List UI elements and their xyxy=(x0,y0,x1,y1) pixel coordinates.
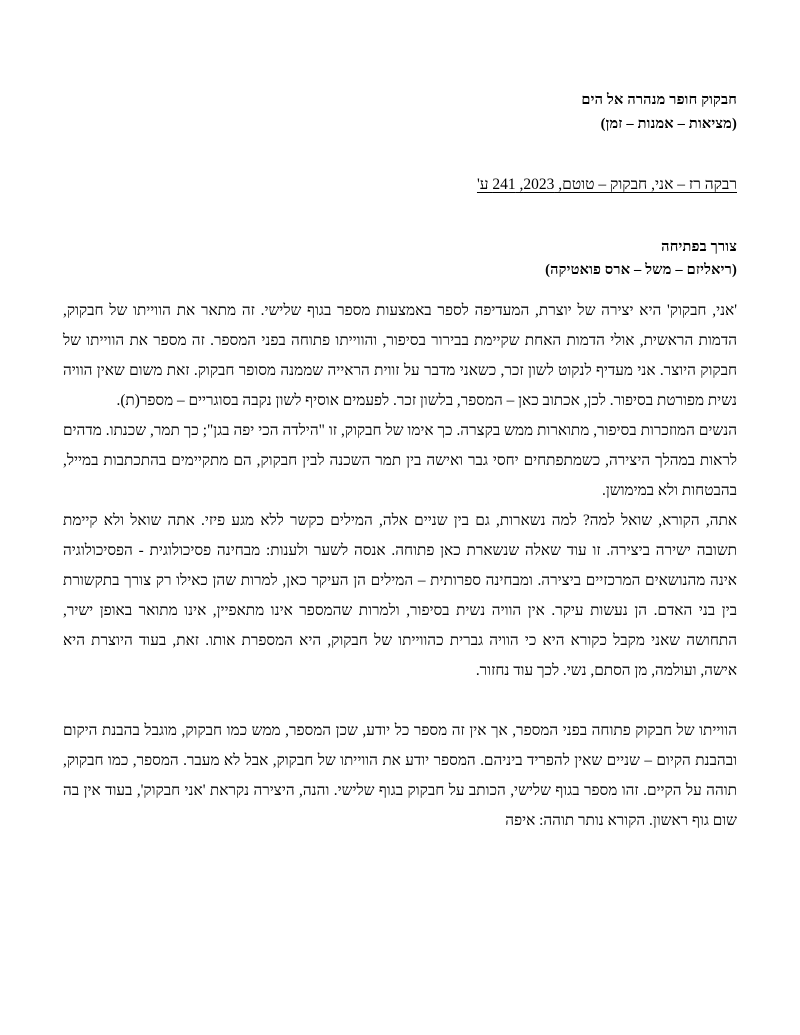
body-paragraph: הווייתו של חבקוק פתוחה בפני המספר, אך אין זה מספר כל יודע, שכן המספר, ממש כמו חבקוק, מוגבל בהבנת היקום ובהבנת הקיום – שניים שאין להפריד ביניהם. המספר יודע את הווייתו של חבקוק, אבל לא מעבר. המספר, כמו חבקוק, תוהה על הקיים. זהו מספר בגוף שלישי, הכותב על חבקוק בגוף שלישי. והנה, היצירה נקראת 'אני חבקוק', בעוד אין בה שום גוף ראשון. הקורא נותר תוהה: איפה xyxy=(63,722,737,829)
citation xyxy=(63,174,737,196)
document-content xyxy=(63,88,737,836)
body-paragraph: 'אני, חבקוק' היא יצירה של יוצרת, המעדיפה לספר באמצעות מספר בגוף שלישי. זה מתאר את הווייתו של חבקוק, הדמות הראשית, אולי הדמות האחת שקיימת בבירור בסיפור, והווייתו פתוחה בפני המספר. זה מספר את הווייתו של חבקוק היוצר. אני מעדיף לנקוט לשון זכר, כשאני מדבר על זווית הראייה שממנה מסופר חבקוק. זאת משום שאין הוויה נשית מפורטת בסיפור. לכן, אכתוב כאן – המספר, בלשון זכר. לפעמים אוסיף לשון נקבה בסוגריים – מספר(ת). xyxy=(63,302,737,409)
citation-text: רבקה רז – אני, חבקוק – טוטם, 2023, 241 ע' xyxy=(476,176,737,193)
document-title-subtitle: (מציאות – אמנות – זמן) xyxy=(600,116,737,132)
section-heading xyxy=(63,236,737,282)
section-heading-line-2: (ריאליזם – משל – ארס פואטיקה) xyxy=(545,262,737,278)
document-title xyxy=(63,88,737,136)
section-heading-line-1: צורך בפתיחה xyxy=(661,239,737,255)
body-text xyxy=(63,296,737,836)
body-paragraph: הנשים המוזכרות בסיפור, מתוארות ממש בקצרה. כך אימו של חבקוק, זו "הילדה הכי יפה בגן"; כך תמר, שכנתו. מדהים לראות במהלך היצירה, כשמתפתחים יחסי גבר ואישה בין תמר השכנה לבין חבקוק, הם מתקיימים בהתכתבות במייל, בהבטחות ולא במימושן. xyxy=(63,422,737,499)
body-paragraph: אתה, הקורא, שואל למה? למה נשארות, גם בין שניים אלה, המילים כקשר ללא מגע פיזי. אתה שואל ולא קיימת תשובה ישירה ביצירה. זו עוד שאלה שנשארת כאן פתוחה. אנסה לשער ולענות: מבחינה פסיכולוגית - הפסיכולוגיה אינה מהנושאים המרכזיים ביצירה. ומבחינה ספרותית – המילים הן העיקר כאן, למרות שהן כאילו רק צורך בתקשורת בין בני האדם. הן נעשות עיקר. אין הוויה נשית בסיפור, ולמרות שהמספר אינו מתאפיין, אינו מתואר באופן ישיר, התחושה שאני מקבל כקורא היא כי הוויה גברית כהווייתו של חבקוק, היא המספרת אותו. זאת, בעוד היוצרת היא אישה, ועולמה, מן הסתם, נשי. לכך עוד נחזור. xyxy=(63,512,737,679)
document-title-line-1: חבקוק חופר מנהרה אל הים xyxy=(581,92,737,108)
